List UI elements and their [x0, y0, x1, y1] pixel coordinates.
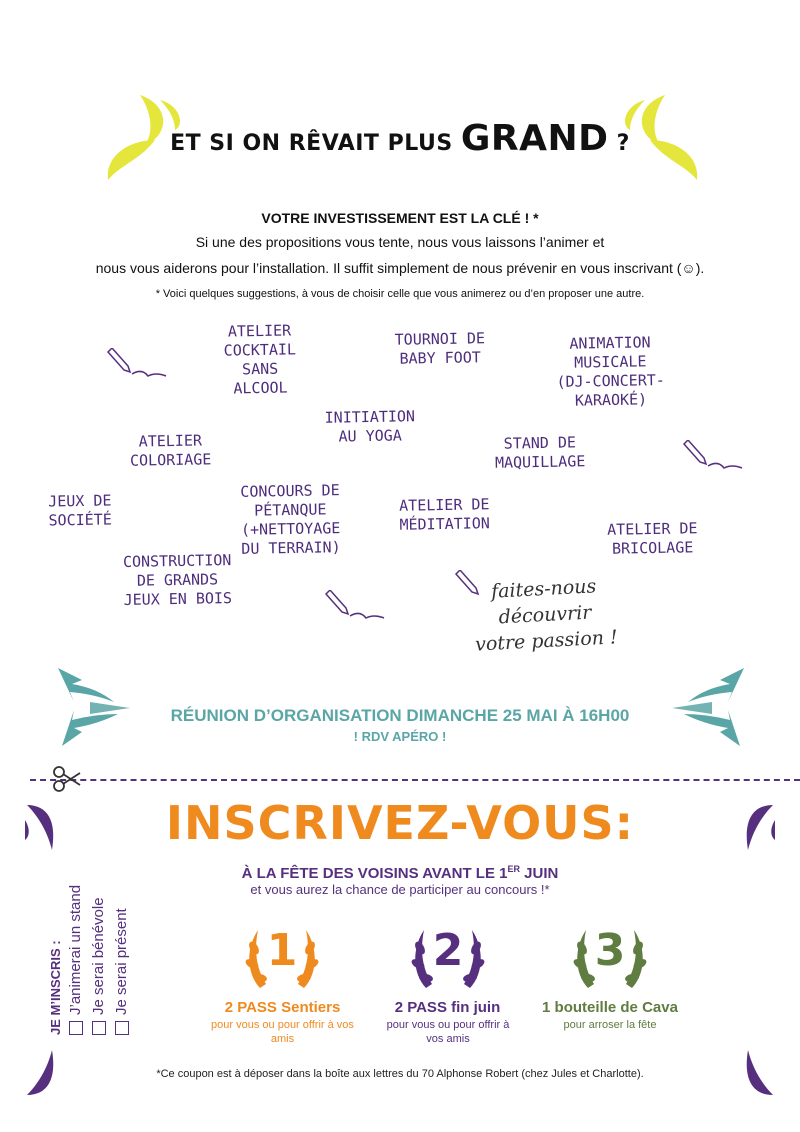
prize-1-sub: pour vous ou pour offrir à vos amis	[211, 1019, 354, 1045]
suggestion-construction-jeux: CONSTRUCTION DE GRANDS JEUX EN BOIS	[122, 551, 233, 609]
suggestion-atelier-coloriage: ATELIER COLORIAGE	[129, 431, 212, 470]
meeting-title: RÉUNION D’ORGANISATION DIMANCHE 25 MAI À 16H00	[170, 706, 630, 725]
prize-3-rank: 3	[594, 925, 626, 976]
cut-line	[30, 779, 800, 781]
prize-1-rank: 1	[266, 925, 298, 976]
pencil-icon	[322, 590, 392, 624]
checkbox[interactable]	[92, 1021, 106, 1035]
suggestion-stand-maquillage: STAND DE MAQUILLAGE	[494, 433, 586, 472]
suggestion-initiation-yoga: INITIATION AU YOGA	[324, 407, 416, 446]
prize-1-title: 2 PASS Sentiers	[224, 999, 341, 1016]
coupon-footnote: *Ce coupon est à déposer dans la boîte aux lettres du 70 Alphonse Robert (chez Jules et Charlotte).	[156, 1068, 644, 1080]
suggestion-atelier-cocktail: ATELIER COCKTAIL SANS ALCOOL	[223, 321, 297, 398]
suggestion-jeux-societe: JEUX DE SOCIÉTÉ	[48, 491, 112, 530]
intro-note: * Voici quelques suggestions, à vous de choisir celle que vous animerez ou d’en proposer une autre.	[155, 288, 645, 300]
handwritten-note: faites-nous découvrir votre passion !	[474, 575, 619, 656]
intro-line-2: nous vous aiderons pour l’installation. Il suffit simplement de nous prévenir en vous inscrivant (☺).	[95, 260, 705, 276]
prize-2-rank: 2	[432, 925, 464, 976]
meeting-subtitle: ! RDV APÉRO !	[353, 729, 447, 744]
prize-2-title: 2 PASS fin juin	[394, 999, 501, 1016]
suggestion-atelier-bricolage: ATELIER DE BRICOLAGE	[607, 519, 698, 558]
suggestion-tournoi-baby-foot: TOURNOI DE BABY FOOT	[394, 329, 486, 368]
prize-3-sub: pour arroser la fête	[563, 1019, 657, 1031]
checkbox-option-present[interactable]: Je serai présent	[113, 835, 130, 1035]
suggestion-concours-petanque: CONCOURS DE PÉTANQUE (+NETTOYAGE DU TERRAIN)	[240, 481, 341, 558]
checkbox[interactable]	[115, 1021, 129, 1035]
intro-line-1: Si une des propositions vous tente, nous vous laissons l’animer et	[195, 234, 605, 250]
checkbox[interactable]	[69, 1021, 83, 1035]
checkbox-option-stand[interactable]: J’animerai un stand	[67, 835, 84, 1035]
signup-form	[48, 835, 130, 1035]
contest-line: et vous aurez la chance de participer au concours !*	[250, 882, 550, 897]
pencil-icon	[680, 440, 750, 474]
checkbox-option-benevole[interactable]: Je serai bénévole	[90, 835, 107, 1035]
suggestion-atelier-meditation: ATELIER DE MÉDITATION	[399, 495, 490, 534]
prize-2-sub: pour vous ou pour offrir à vos amis	[386, 1019, 510, 1045]
prize-3-title: 1 bouteille de Cava	[542, 999, 678, 1016]
suggestion-animation-musicale: ANIMATION MUSICALE (DJ-CONCERT- KARAOKÉ)	[556, 333, 665, 410]
intro-headline: VOTRE INVESTISSEMENT EST LA CLÉ ! *	[261, 210, 539, 226]
signup-headline: INSCRIVEZ-VOUS:	[165, 796, 635, 850]
scissors-icon	[52, 765, 82, 793]
page-title: ET SI ON RÊVAIT PLUS GRAND ?	[170, 118, 630, 159]
signup-deadline: À LA FÊTE DES VOISINS AVANT LE 1ER JUIN	[241, 864, 559, 882]
pencil-icon	[104, 348, 174, 382]
signup-label: JE M’INSCRIS :	[48, 940, 63, 1035]
